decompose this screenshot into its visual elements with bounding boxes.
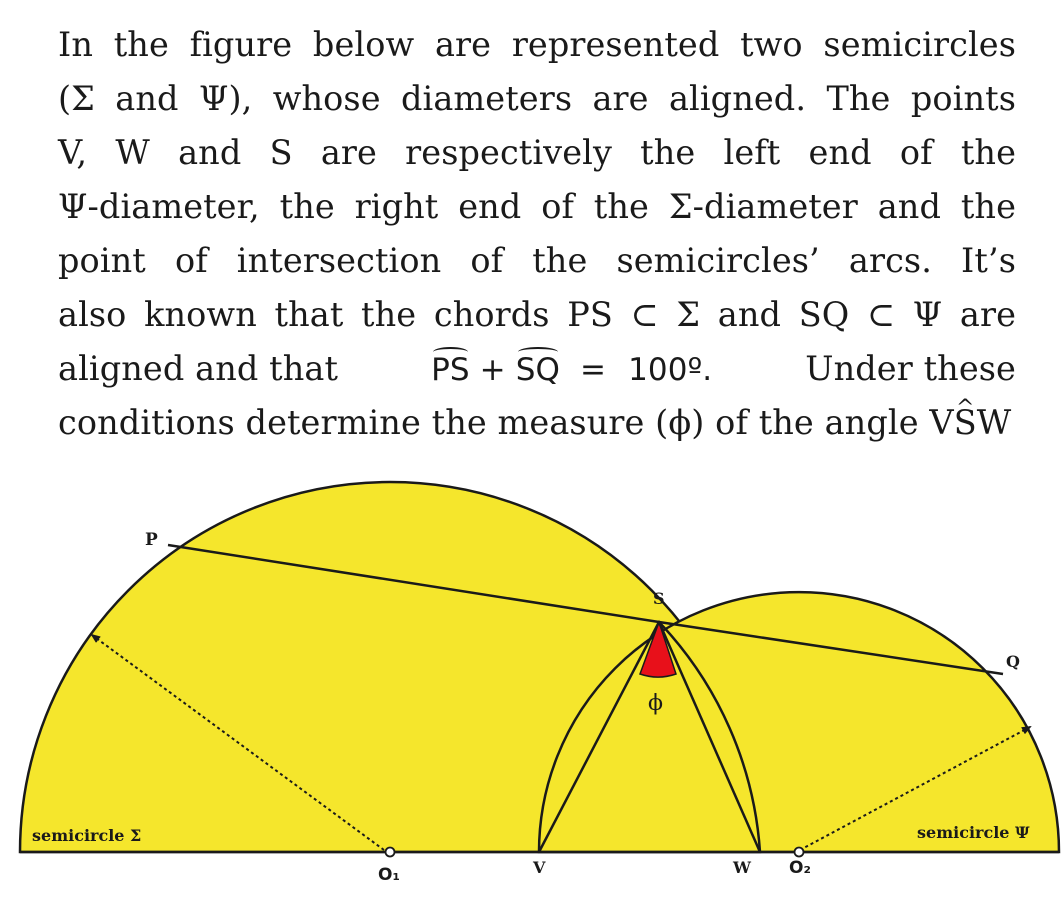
line8-text-b: W	[976, 403, 1012, 442]
center-o1	[386, 848, 395, 857]
angle-vertex-s: ^ S	[954, 396, 977, 450]
label-p: P	[145, 530, 158, 550]
label-semicircle-sigma: semicircle Σ	[32, 826, 142, 845]
label-w: W	[733, 858, 751, 877]
center-o2	[795, 848, 804, 857]
arc-sum-expression	[431, 343, 712, 397]
semicircles-figure	[0, 440, 1063, 880]
label-phi: ϕ	[648, 691, 663, 716]
problem-line-4: Ψ-diameter, the right end of the Σ-diameter and the	[58, 187, 1016, 226]
equals-sign: =	[580, 352, 607, 388]
line7-text-b: Under these	[805, 349, 1016, 388]
line8-text-a: conditions determine the measure (ϕ) of the angle V	[58, 403, 954, 442]
arc-sum-value: 100º.	[628, 352, 713, 388]
plus-sign: +	[479, 352, 506, 388]
label-q: Q	[1006, 652, 1020, 671]
label-o2: O₂	[789, 858, 811, 878]
label-v: V	[533, 858, 546, 877]
arc-ps: PS	[431, 343, 470, 397]
arc-sq: SQ	[516, 343, 560, 397]
label-o1: O₁	[378, 865, 400, 880]
line7-text-a: aligned and that	[58, 349, 339, 388]
problem-line-6: also known that the chords PS ⊂ Σ and SQ ⊂ Ψ are	[58, 295, 1016, 334]
problem-line-5: point of intersection of the semicircles’ arcs. It’s	[58, 241, 1016, 280]
problem-line-1: In the figure below are represented two semicircles	[58, 25, 1016, 64]
problem-statement	[58, 18, 1016, 450]
problem-line-3: V, W and S are respectively the left end of the	[58, 133, 1016, 172]
problem-line-7	[58, 342, 1016, 396]
problem-line-2: (Σ and Ψ), whose diameters are aligned. The points	[58, 79, 1016, 118]
label-s: S	[653, 589, 665, 608]
label-semicircle-psi: semicircle Ψ	[917, 823, 1030, 842]
